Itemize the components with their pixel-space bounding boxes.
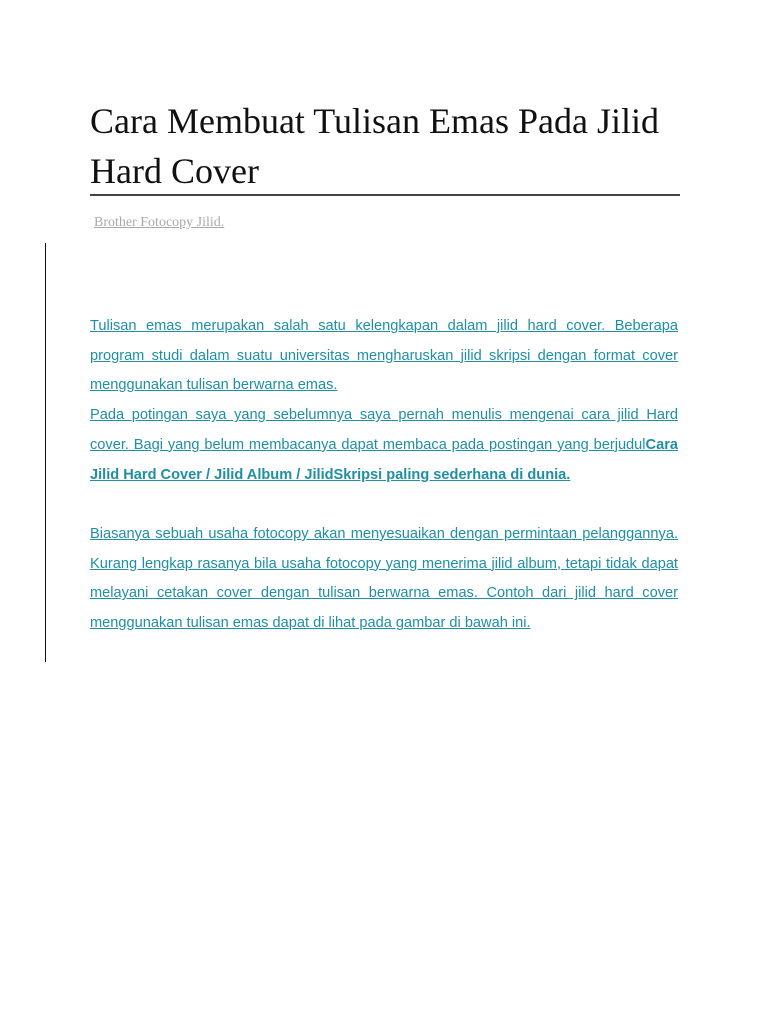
paragraph-2 — [90, 401, 678, 490]
byline-link-brother-fotocopy[interactable]: Brother Fotocopy — [94, 215, 197, 230]
byline — [94, 214, 224, 232]
article-title: Cara Membuat Tulisan Emas Pada Jilid Hard Cover — [90, 101, 659, 191]
paragraph-3 — [90, 520, 678, 639]
paragraph-1 — [90, 312, 678, 401]
article-body — [90, 312, 678, 639]
title-underline-rule — [90, 194, 680, 196]
margin-line — [45, 243, 46, 662]
paragraph-2-link[interactable]: Pada potingan saya yang sebelumnya saya pernah menulis mengenai cara jilid Hard cover. Bagi yang belum membacanya dapat membaca pada postingan yang berjudul — [90, 407, 678, 453]
byline-link-jilid[interactable]: Jilid. — [196, 215, 225, 230]
paragraph-3-link[interactable]: Biasanya sebuah usaha fotocopy akan menyesuaikan dengan permintaan pelanggannya. Kurang lengkap rasanya bila usaha fotocopy yang menerima jilid album, tetapi tidak dapat melayani cetakan cover dengan tulisan berwarna emas. Contoh dari jilid hard cover menggunakan tulisan emas dapat di lihat pada gambar di bawah ini. — [90, 525, 678, 632]
paragraph-1-link[interactable]: Tulisan emas merupakan salah satu kelengkapan dalam jilid hard cover. Beberapa program studi dalam suatu universitas mengharuskan jilid skripsi dengan format cover menggunakan tulisan berwarna emas. — [90, 318, 678, 394]
paragraph-gap — [90, 490, 678, 520]
post-title-link-text: Cara Jilid Hard Cover / Jilid Album / JilidSkripsi paling sederhana di dunia. — [90, 436, 678, 483]
